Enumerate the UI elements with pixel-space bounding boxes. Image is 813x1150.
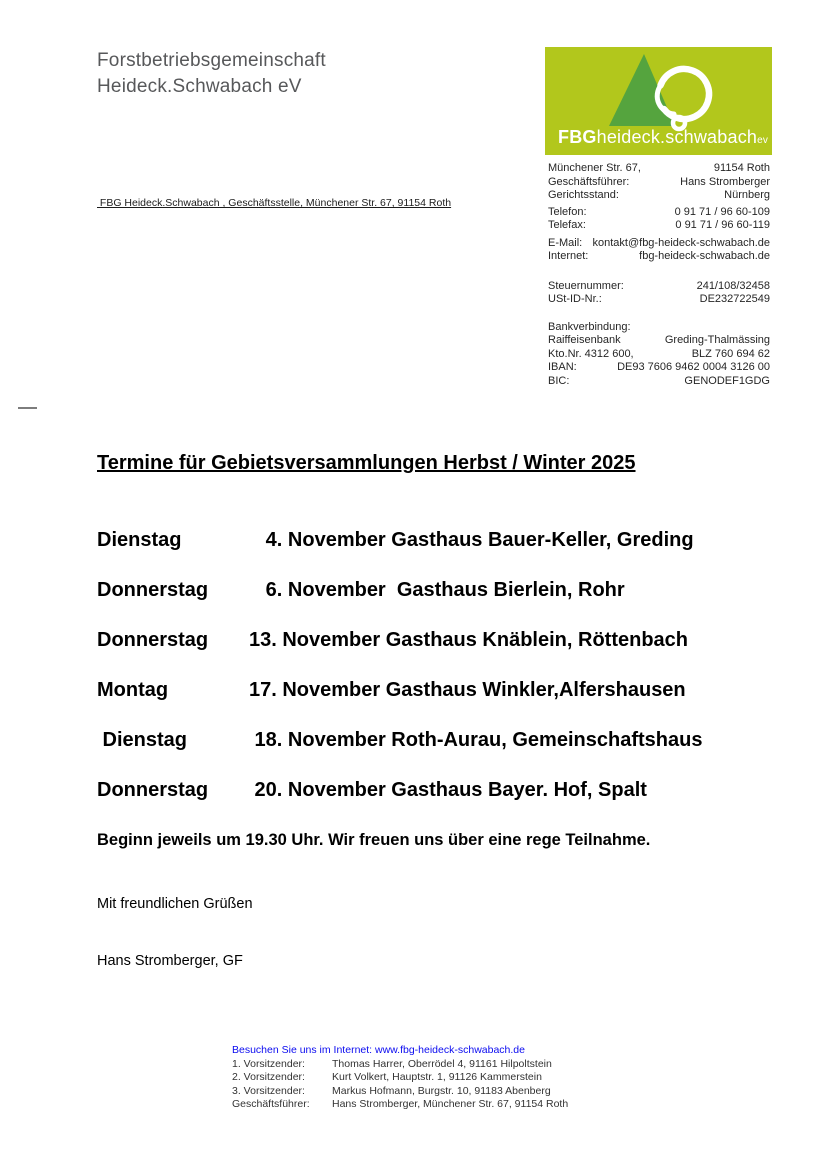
schedule-day: Donnerstag: [97, 779, 209, 801]
footer-block: [232, 1044, 568, 1111]
contact-block: [548, 162, 770, 388]
contact-group-online: [548, 237, 770, 264]
footer-row: [232, 1085, 568, 1098]
contact-label: Gerichtsstand:: [548, 189, 619, 201]
contact-group-address: [548, 162, 770, 203]
contact-label: Internet:: [548, 250, 589, 262]
fbg-logo: [545, 47, 772, 155]
footer-value: Thomas Harrer, Oberrödel 4, 91161 Hilpoltstein: [332, 1058, 552, 1071]
contact-label: Münchener Str. 67,: [548, 162, 641, 174]
org-name-line2: Heideck.Schwabach eV: [97, 76, 302, 97]
contact-value: DE93 7606 9462 0004 3126 00: [617, 361, 770, 373]
website-value: fbg-heideck-schwabach.de: [639, 250, 770, 262]
footer-value: Hans Stromberger, Münchener Str. 67, 91154 Roth: [332, 1097, 569, 1110]
org-name: [97, 48, 326, 100]
contact-row: [548, 375, 770, 389]
contact-label: Telefon:: [548, 205, 587, 218]
schedule-row: [97, 528, 702, 552]
schedule-day: Donnerstag: [97, 579, 209, 601]
logo-wordmark-rest: heideck.schwabach: [596, 127, 758, 147]
contact-group-phone: [548, 206, 770, 233]
schedule-day: Montag: [97, 679, 169, 701]
start-time-note: Beginn jeweils um 19.30 Uhr. Wir freuen uns über eine rege Teilnahme.: [97, 831, 651, 849]
org-name-line1: Forstbetriebsgemeinschaft: [97, 50, 326, 71]
contact-value: Nürnberg: [724, 189, 770, 201]
contact-value: BLZ 760 694 62: [691, 347, 770, 360]
contact-label: Telefax:: [548, 219, 586, 231]
logo-wordmark: [558, 127, 768, 148]
schedule-detail: 18. November Roth-Aurau, Gemeinschaftshaus: [249, 729, 703, 751]
contact-label: USt-ID-Nr.:: [548, 293, 602, 305]
contact-row: [548, 237, 770, 251]
contact-label: IBAN:: [548, 361, 577, 373]
meeting-schedule: [97, 528, 702, 828]
fold-mark: [18, 407, 37, 409]
schedule-day: Dienstag: [97, 529, 182, 551]
logo-wordmark-bold: FBG: [558, 127, 597, 147]
footer-row: [232, 1071, 568, 1084]
footer-row: [232, 1058, 568, 1071]
contact-value: 0 91 71 / 96 60-109: [674, 205, 770, 218]
page-title: Termine für Gebietsversammlungen Herbst / Winter 2025: [97, 452, 636, 474]
schedule-row: [97, 728, 702, 752]
contact-label: Raiffeisenbank: [548, 334, 621, 346]
contact-value: DE232722549: [699, 293, 770, 305]
contact-label: Steuernummer:: [548, 279, 624, 292]
schedule-day: Dienstag: [97, 729, 188, 751]
contact-row: [548, 189, 770, 203]
contact-label: Kto.Nr. 4312 600,: [548, 347, 634, 360]
schedule-row: [97, 628, 702, 652]
schedule-detail: 13. November Gasthaus Knäblein, Röttenbach: [249, 629, 688, 651]
contact-row: [548, 348, 770, 362]
contact-row: [548, 219, 770, 233]
footer-value: Kurt Volkert, Hauptstr. 1, 91126 Kammerstein: [332, 1071, 542, 1084]
contact-label: BIC:: [548, 374, 570, 387]
contact-label: Bankverbindung:: [548, 320, 631, 333]
schedule-row: [97, 578, 702, 602]
footer-value: Markus Hofmann, Burgstr. 10, 91183 Abenberg: [332, 1084, 551, 1097]
sender-address-line: FBG Heideck.Schwabach , Geschäftsstelle, Münchener Str. 67, 91154 Roth: [97, 197, 452, 209]
contact-value: 0 91 71 / 96 60-119: [675, 219, 770, 231]
schedule-detail: 20. November Gasthaus Bayer. Hof, Spalt: [249, 779, 647, 801]
schedule-detail: 4. November Gasthaus Bauer-Keller, Greding: [249, 529, 694, 551]
signature-name: Hans Stromberger, GF: [97, 953, 243, 969]
schedule-detail: 17. November Gasthaus Winkler,Alfershausen: [249, 679, 686, 701]
email-value: kontakt@fbg-heideck-schwabach.de: [592, 236, 770, 249]
logo-wordmark-suffix: ev: [757, 135, 769, 146]
footer-label: Geschäftsführer:: [232, 1097, 310, 1110]
contact-value: GENODEF1GDG: [684, 374, 770, 387]
contact-row: [548, 334, 770, 348]
contact-row: [548, 162, 770, 176]
contact-label: Geschäftsführer:: [548, 175, 630, 188]
contact-group-tax: [548, 280, 770, 307]
contact-row: [548, 280, 770, 294]
contact-row: [548, 361, 770, 375]
contact-label: E-Mail:: [548, 236, 583, 249]
schedule-row: [97, 778, 702, 802]
website-link[interactable]: Besuchen Sie uns im Internet: www.fbg-heideck-schwabach.de: [232, 1044, 525, 1056]
contact-row: [548, 250, 770, 264]
contact-value: 91154 Roth: [713, 162, 770, 174]
footer-label: 2. Vorsitzender:: [232, 1071, 305, 1084]
schedule-detail: 6. November Gasthaus Bierlein, Rohr: [249, 579, 625, 601]
contact-value: Hans Stromberger: [680, 175, 770, 188]
contact-value: Greding-Thalmässing: [664, 334, 770, 346]
contact-group-bank: [548, 321, 770, 389]
footer-row: [232, 1098, 568, 1111]
schedule-row: [97, 678, 702, 702]
contact-row: [548, 206, 770, 220]
footer-label: 1. Vorsitzender:: [232, 1058, 305, 1071]
contact-row: [548, 176, 770, 190]
contact-value: 241/108/32458: [696, 279, 770, 292]
contact-row: [548, 293, 770, 307]
contact-row: [548, 321, 770, 335]
closing-salutation: Mit freundlichen Grüßen: [97, 896, 253, 912]
footer-label: 3. Vorsitzender:: [232, 1084, 305, 1097]
schedule-day: Donnerstag: [97, 629, 209, 651]
